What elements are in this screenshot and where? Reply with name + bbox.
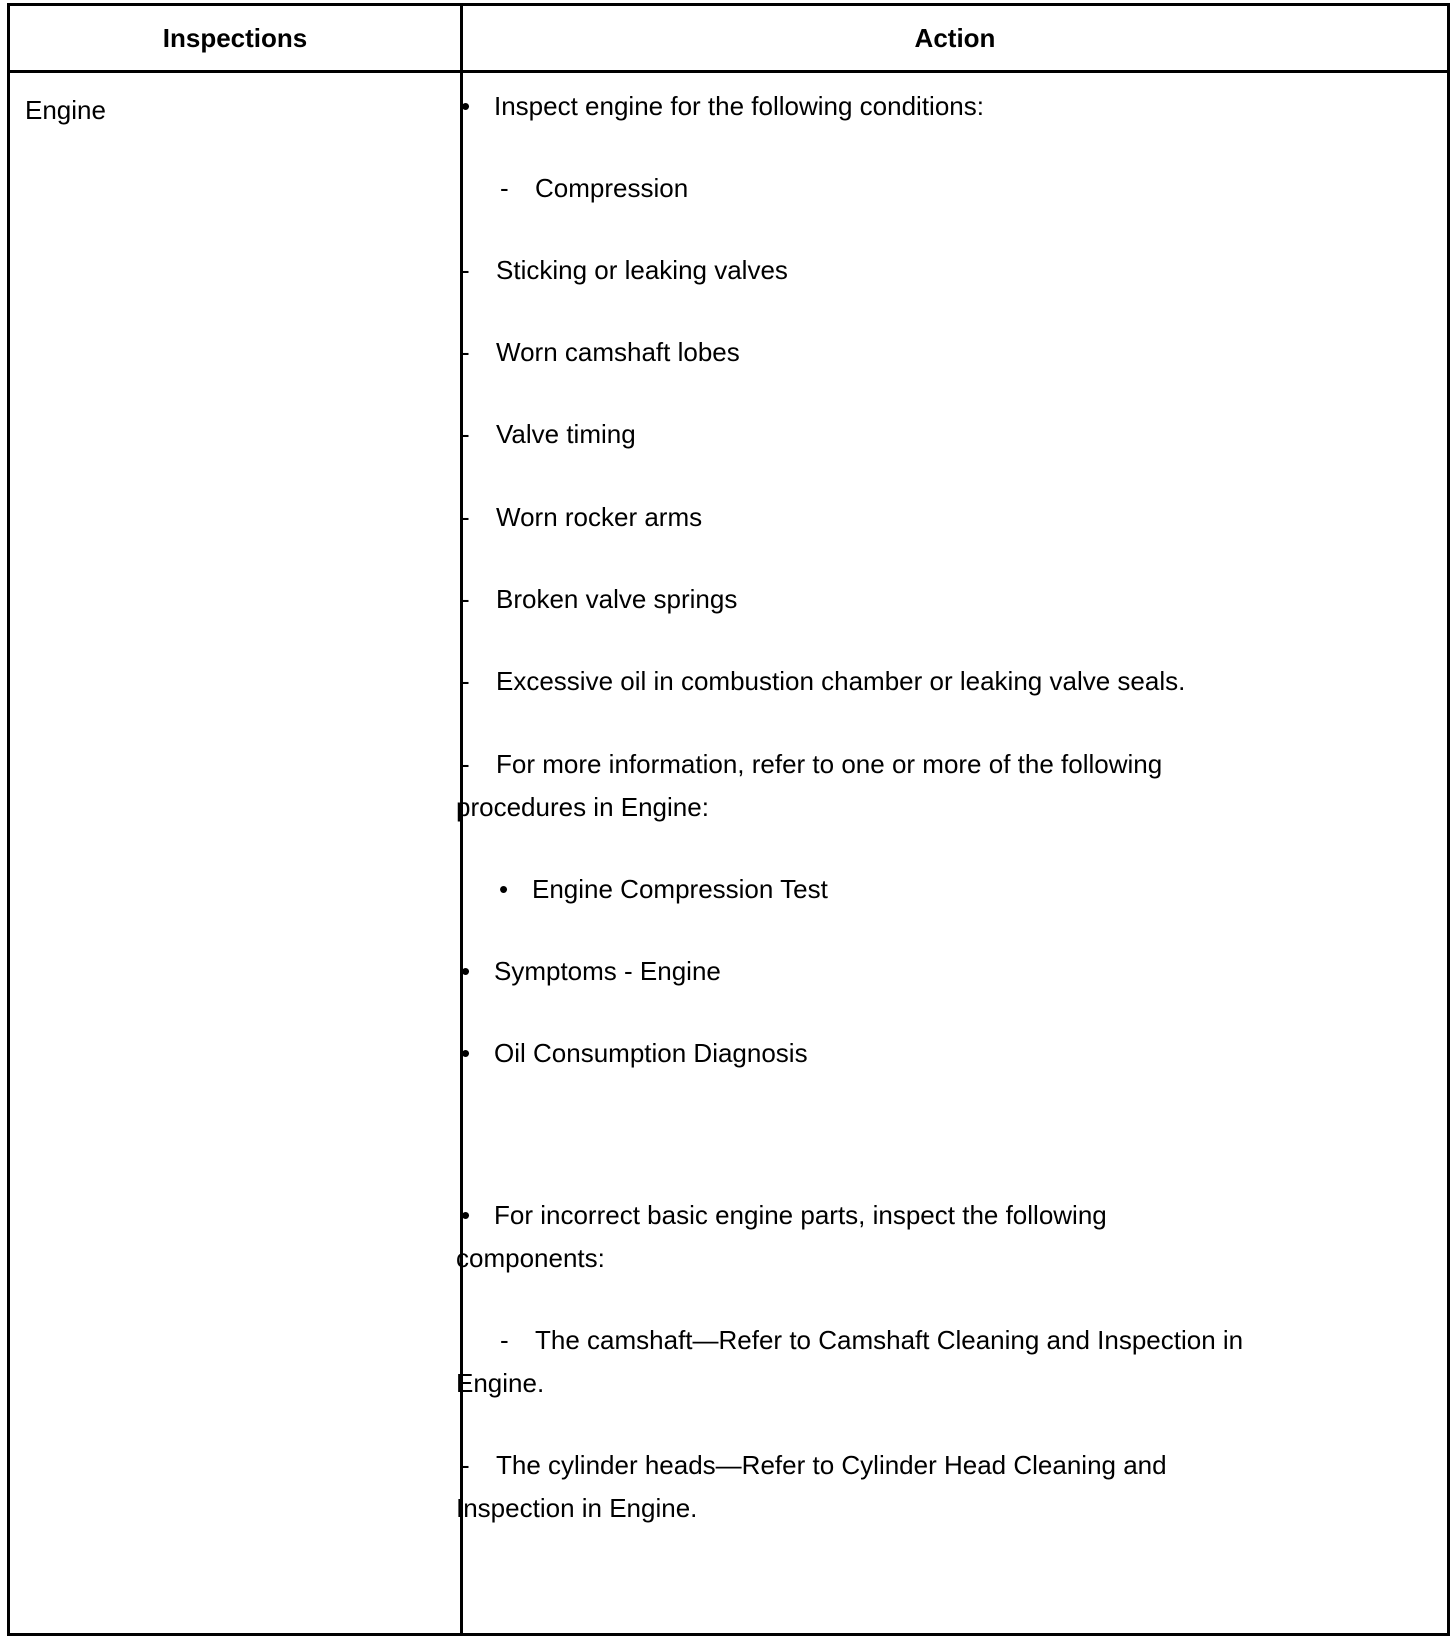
- dash-marker: -: [461, 419, 470, 449]
- dash-marker: -: [461, 584, 470, 614]
- action-text-continuation: components:: [456, 1243, 605, 1273]
- dash-marker: -: [461, 666, 470, 696]
- bullet-marker: •: [461, 91, 471, 121]
- action-text: Worn camshaft lobes: [496, 337, 740, 367]
- action-text: Compression: [535, 173, 689, 203]
- action-text: Inspect engine for the following conditions:: [494, 91, 984, 121]
- dash-marker: -: [461, 1450, 470, 1480]
- action-text-continuation: Inspection in Engine.: [456, 1493, 698, 1523]
- action-text: Worn rocker arms: [496, 502, 703, 532]
- action-text: Engine Compression Test: [532, 874, 828, 904]
- dash-marker: -: [461, 255, 470, 285]
- bullet-marker: •: [461, 1038, 471, 1068]
- inspection-table: [7, 3, 1450, 1636]
- action-text: The cylinder heads—Refer to Cylinder Head Cleaning and: [496, 1450, 1167, 1480]
- bullet-marker: •: [499, 874, 509, 904]
- action-text: Sticking or leaking valves: [496, 255, 788, 285]
- dash-marker: -: [461, 749, 470, 779]
- inspection-engine: Engine: [25, 95, 106, 125]
- action-text: For incorrect basic engine parts, inspect the following: [494, 1200, 1107, 1230]
- action-text: Oil Consumption Diagnosis: [494, 1038, 808, 1068]
- action-text: Broken valve springs: [496, 584, 738, 614]
- dash-marker: -: [500, 1325, 509, 1355]
- header-inspections: Inspections: [162, 23, 308, 53]
- dash-marker: -: [461, 502, 470, 532]
- action-text-continuation: procedures in Engine:: [456, 792, 709, 822]
- bullet-marker: •: [461, 956, 471, 986]
- action-text: For more information, refer to one or more of the following: [496, 749, 1163, 779]
- action-text: Valve timing: [496, 419, 636, 449]
- header-action: Action: [914, 23, 996, 53]
- action-text-continuation: Engine.: [456, 1368, 545, 1398]
- dash-marker: -: [500, 173, 509, 203]
- dash-marker: -: [461, 337, 470, 367]
- action-text: The camshaft—Refer to Camshaft Cleaning and Inspection in: [535, 1325, 1244, 1355]
- action-text: Symptoms - Engine: [494, 956, 721, 986]
- action-text: Excessive oil in combustion chamber or leaking valve seals.: [496, 666, 1186, 696]
- bullet-marker: •: [461, 1200, 471, 1230]
- header-divider: [10, 70, 1447, 73]
